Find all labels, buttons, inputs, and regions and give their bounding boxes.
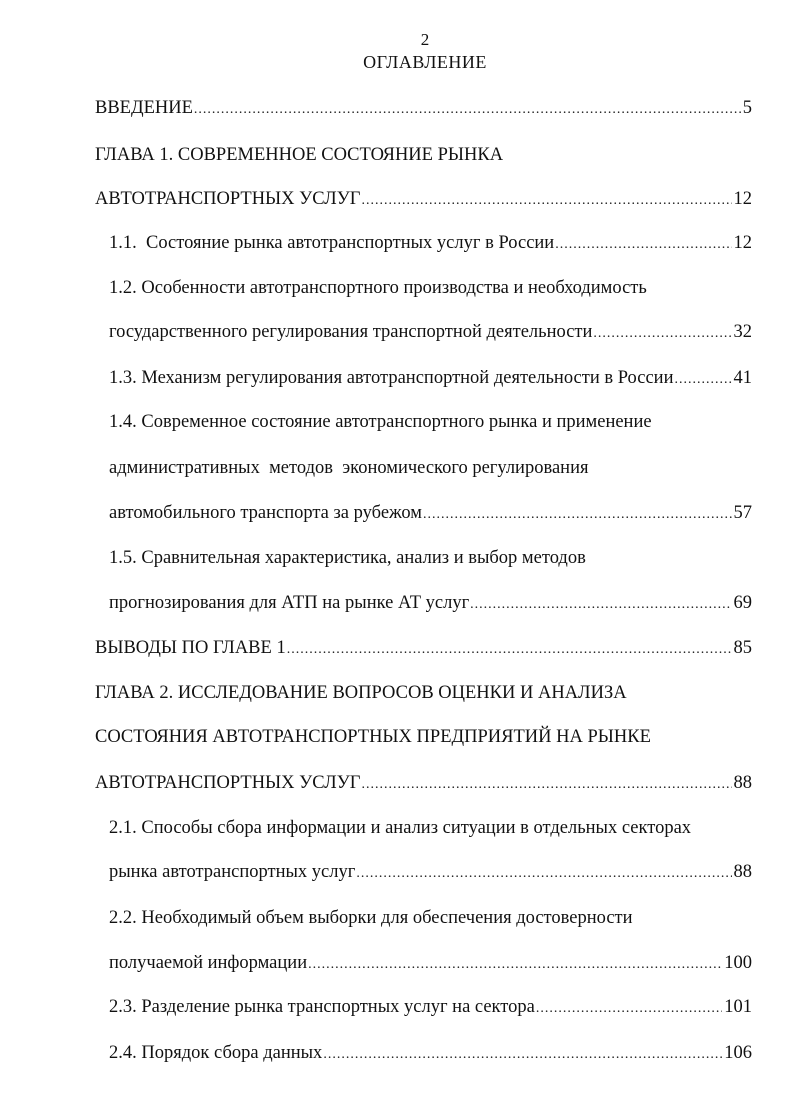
toc-entry-chapter-2[interactable]	[95, 681, 627, 705]
toc-entry-text: 1.1. Состояние рынка автотранспортных услуг в России	[109, 233, 555, 253]
dot-leader	[536, 997, 722, 1021]
toc-entry-text: 2.1. Способы сбора информации и анализ ситуации в отдельных секторах	[109, 818, 692, 838]
toc-entry-page: 100	[724, 953, 752, 973]
toc-entry-2-4[interactable]	[109, 1041, 752, 1067]
dot-leader	[555, 233, 731, 257]
toc-entry-2-1[interactable]	[109, 816, 691, 840]
toc-entry-1-4-cont[interactable]	[109, 456, 588, 480]
toc-entry-2-1-cont[interactable]	[109, 860, 752, 886]
dot-leader	[362, 773, 732, 797]
toc-entry-text: государственного регулирования транспортной деятельности	[109, 322, 593, 342]
toc-entry-text: 1.5. Сравнительная характеристика, анализ и выбор методов	[109, 548, 586, 568]
toc-entry-page: 57	[733, 503, 752, 523]
toc-entry-text: ГЛАВА 2. ИССЛЕДОВАНИЕ ВОПРОСОВ ОЦЕНКИ И АНАЛИЗА	[95, 683, 627, 703]
toc-entry-page: 88	[733, 773, 752, 793]
dot-leader	[362, 189, 732, 213]
toc-entry-text: АВТОТРАНСПОРТНЫХ УСЛУГ	[95, 189, 361, 209]
toc-entry-text: 2.2. Необходимый объем выборки для обеспечения достоверности	[109, 908, 633, 928]
toc-entry-text: 2.4. Порядок сбора данных	[109, 1043, 323, 1063]
toc-entry-2-2-cont[interactable]	[109, 951, 752, 977]
dot-leader	[194, 98, 741, 122]
toc-entry-chapter-2-cont[interactable]	[95, 725, 651, 749]
toc-entry-text: ВЫВОДЫ ПО ГЛАВЕ 1	[95, 638, 286, 658]
toc-entry-text: 1.4. Современное состояние автотранспортного рынка и применение	[109, 412, 652, 432]
toc-entry-page: 41	[733, 368, 752, 388]
toc-entry-page: 5	[742, 98, 752, 118]
dot-leader	[356, 862, 731, 886]
toc-entry-text: 2.3. Разделение рынка транспортных услуг на сектора	[109, 997, 535, 1017]
toc-entry-page: 32	[733, 322, 752, 342]
toc-entry-1-1[interactable]	[109, 231, 752, 257]
toc-entry-1-2-cont[interactable]	[109, 320, 752, 346]
toc-entry-page: 88	[733, 862, 752, 882]
page-number: 2	[420, 30, 430, 49]
toc-entry-1-2[interactable]	[109, 276, 647, 300]
toc-entry-text: получаемой информации	[109, 953, 308, 973]
toc-entry-text: административных методов экономического регулирования	[109, 458, 589, 478]
toc-title: ОГЛАВЛЕНИЕ	[363, 52, 487, 72]
toc-entry-text: ГЛАВА 1. СОВРЕМЕННОЕ СОСТОЯНИЕ РЫНКА	[95, 145, 504, 165]
toc-entry-chapter-1-cont[interactable]	[95, 187, 752, 213]
toc-entry-1-3[interactable]	[109, 366, 752, 392]
toc-entry-text: ВВЕДЕНИЕ	[95, 98, 193, 118]
toc-entry-text: автомобильного транспорта за рубежом	[109, 503, 422, 523]
dot-leader	[470, 593, 731, 617]
dot-leader	[308, 953, 722, 977]
dot-leader	[323, 1043, 722, 1067]
toc-entry-1-5[interactable]	[109, 546, 586, 570]
toc-entry-chapter-1[interactable]	[95, 143, 503, 167]
toc-entry-page: 12	[733, 189, 752, 209]
toc-entry-text: СОСТОЯНИЯ АВТОТРАНСПОРТНЫХ ПРЕДПРИЯТИЙ НА РЫНКЕ	[95, 727, 651, 747]
toc-entry-text: прогнозирования для АТП на рынке АТ услуг	[109, 593, 470, 613]
toc-entry-1-4[interactable]	[109, 410, 652, 434]
toc-entry-introduction[interactable]	[95, 96, 752, 122]
toc-entry-2-3[interactable]	[109, 995, 752, 1021]
toc-entry-text: 1.2. Особенности автотранспортного производства и необходимость	[109, 278, 647, 298]
toc-entry-text: АВТОТРАНСПОРТНЫХ УСЛУГ	[95, 773, 361, 793]
toc-entry-page: 101	[724, 997, 752, 1017]
dot-leader	[287, 638, 732, 662]
toc-entry-page: 106	[724, 1043, 752, 1063]
toc-entry-text: рынка автотранспортных услуг	[109, 862, 356, 882]
toc-entry-1-4-cont-2[interactable]	[109, 501, 752, 527]
toc-entry-text: 1.3. Механизм регулирования автотранспортной деятельности в России	[109, 368, 674, 388]
toc-entry-2-2[interactable]	[109, 906, 633, 930]
dot-leader	[593, 322, 731, 346]
dot-leader	[423, 503, 732, 527]
toc-entry-chapter-2-cont-2[interactable]	[95, 771, 752, 797]
toc-entry-page: 12	[733, 233, 752, 253]
dot-leader	[675, 368, 732, 392]
toc-entry-1-5-cont[interactable]	[109, 591, 752, 617]
toc-entry-conclusions-1[interactable]	[95, 636, 752, 662]
toc-entry-page: 85	[733, 638, 752, 658]
toc-entry-page: 69	[733, 593, 752, 613]
